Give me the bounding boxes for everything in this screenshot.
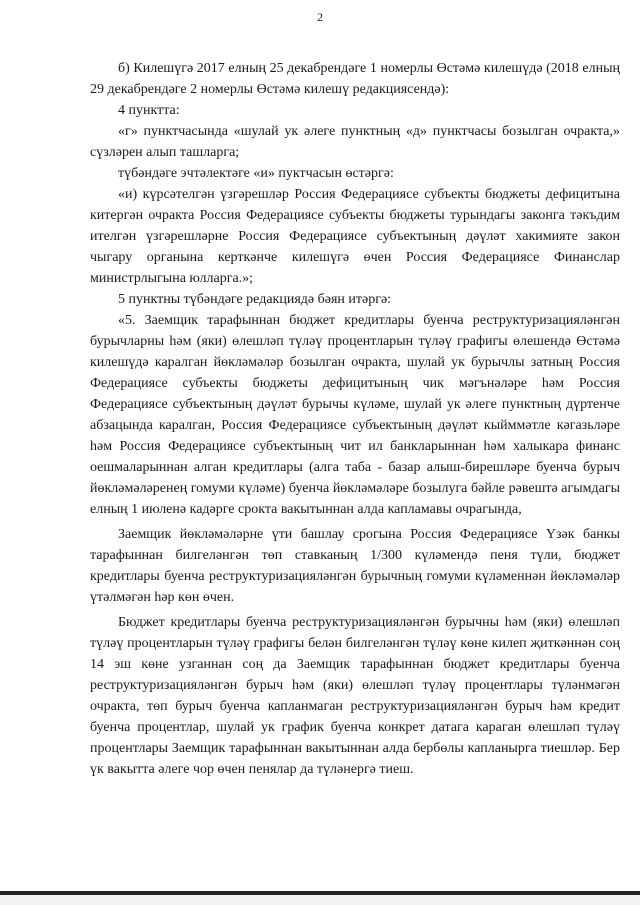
paragraph-early-repayment: Бюджет кредитлары буенча реструктуризацияләнгән бурычны һәм (яки) өлешләп түләү процентларын түләү графигы белән билгеләнгән түләү көне килеп җиткәннән соң 14 эш көне узганнан соң да Заемщик тарафыннан бюджет кредитлары буенча реструктуризацияләнгән бурыч һәм (яки) өлешләп түләү процентлары түләнмәгән очракта, төп бурыч буенча капланмаган реструктуризацияләнгән бурыч һәм кредит буенча процентлар, шулай ук график буенча конкрет датага караган өлешләп түләү процентлары Заемщик тарафыннан вакытыннан алда бербөлы капланырга тиешләр. Бер үк вакытта әлеге чор өчен пенялар да түләнергә тиеш.	[90, 615, 620, 777]
page-number: 2	[317, 10, 323, 24]
paragraph-point-4: 4 пунктта:	[118, 103, 180, 118]
paragraph-add-subpoint-i: түбәндәге эчтәлектәге «и» пуктчасын өстәргә:	[118, 166, 394, 181]
scan-bottom-margin	[0, 895, 640, 905]
paragraph-subpoint-g: «г» пунктчасында «шулай ук әлеге пунктның «д» пунктчасы бозылган очракта,» сүзләрен алып ташларга;	[90, 124, 620, 160]
paragraph-point-5-text: «5. Заемщик тарафыннан бюджет кредитлары буенча реструктуризацияләнгән бурычларны һәм (яки) өлешләп түләү процентларын түләү графигы өлешендә Өстәмә килешүдә каралган йөкләмәләр бозылган очракта, шулай ук бурычлы затның Россия Федерациясе субъекты бюджеты дефицитының чик мәгънәләре һәм Россия Федерациясе субъектының дәүләт бурычы күләме, шулай ук әлеге пунктның дүртенче абзацында каралган, Россия Федерациясе субъектының дәүләт кыйммәтле кәгазьләре һәм Россия Федерациясе субъектының чит ил банкларыннан һәм халыкара финанс оешмаларыннан алган кредитлары (алга таба - базар алыш-бирешләре буенча бурыч йөкләмәләренең гомуми күләме) буенча йөкләмәләре бозылуга бәйле рәвештә агымдагы елның 1 июленә кадәрге срокта вакытыннан алда капламавы очрагында,	[90, 313, 620, 517]
document-body	[90, 58, 620, 780]
paragraph-subpoint-i-text: «и) күрсәтелгән үзгәрешләр Россия Федерациясе субъекты бюджеты дефицитына китергән очракта Россия Федерациясе субъекты бюджеты турындагы законга тәкъдим ителгән үзгәрешләрне Россия Федерациясе субъектының дәүләт хакимияте закон чыгару органына керткәнче килешүгә өчен Россия Федерациясе Финанслар министрлыгына юлларга.»;	[90, 187, 620, 286]
paragraph-point-5: 5 пунктны түбәндәге редакциядә бәян итәргә:	[118, 292, 392, 307]
paragraph-amendment-intro: б) Килешүгә 2017 елның 25 декабрендәге 1 номерлы Өстәмә килешүдә (2018 елның 29 декабрендәге 2 номерлы Өстәмә килешү редакциясендә):	[90, 61, 620, 97]
paragraph-penalty: Заемщик йөкләмәләрне үти башлау срогына Россия Федерациясе Үзәк банкы тарафыннан билгеләнгән төп ставканың 1/300 күләмендә пеня түли, бюджет кредитлары буенча реструктуризацияләнгән бурычның гомуми күләменнән йөкләмәләр үтәлмәгән һәр көн өчен.	[90, 527, 620, 605]
